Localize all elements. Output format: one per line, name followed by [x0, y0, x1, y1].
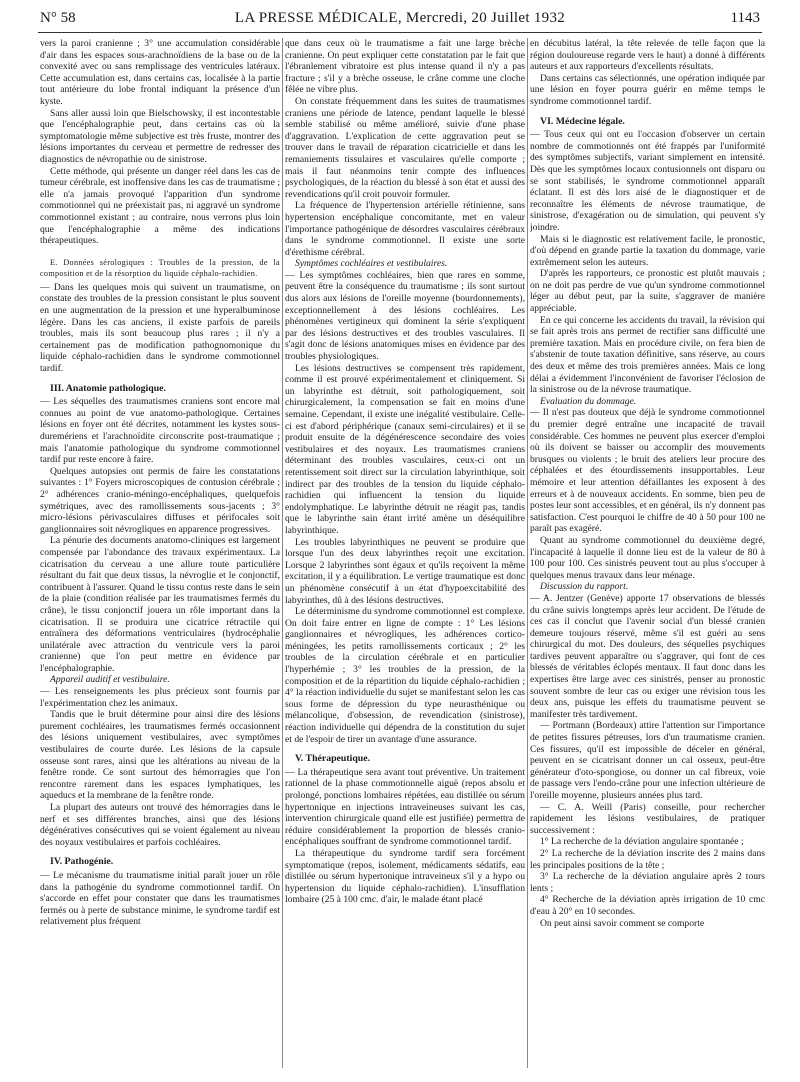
- section-heading-e: E. Données sérologiques : Troubles de la pression, de la composition et de la résorption du liquide céphalo-rachidien.: [40, 257, 280, 279]
- paragraph: — Tous ceux qui ont eu l'occasion d'observer un certain nombre de commotionnés ont été frappés par l'uniformité des symptômes subjectifs, variant simplement en intensité. Dès que les symptômes locaux contusionnels ont disparu ou se sont stabilisés, le syndrome commotionnel apparaît éclatant. Il est dès lors aisé de le diagnostiquer et de reconnaître les éléments de névrose traumatique, de sinistrose, d'exagération ou de simulation, qui peuvent s'y joindre.: [530, 129, 765, 233]
- paragraph: Les lésions destructives se compensent très rapidement, comme il est prouvé expérimentalement et cliniquement. Si un labyrinthe est détruit, soit pathologiquement, soit chirurgicalement, la compensation se fait en moins d'une semaine. Cependant, il existe une inégalité vestibulaire. Celle-ci est d'abord périphérique (canaux semi-circulaires) et il se produit ensuite de la dégénérescence secondaire des voies vestibulaires et des noyaux. Les traumatismes craniens déterminant des troubles vasculaires, ceux-ci ont un retentissement soit direct sur la circulation labyrinthique, soit indirect par des troubles de la tension du liquide céphalo-rachidien qui influencent la tension du liquide endolymphatique. Le labyrinthe détruit ne réagit pas, tandis que le labyrinthe sain étant irrité amène un déséquilibre labyrinthique.: [285, 362, 525, 536]
- page-header: [40, 10, 760, 30]
- column-divider: [527, 38, 528, 1068]
- section-heading-v: V. Thérapeutique.: [295, 753, 371, 765]
- section-heading-iii: III. Anatomie pathologique.: [50, 382, 166, 394]
- paragraph: — La thérapeutique sera avant tout préventive. Un traitement rationnel de la phase commotionnelle aiguë (repos absolu et prolongé, ponctions lombaires répétées, eau distillée ou sérum hypertonique en injections intraveineuses suivant les cas, intervention chirurgicale quand elle est justifiée) permettra de réduire considérablement la proportion de blessés cranio-encéphaliques souffrant de syndrome commotionnel tardif.: [285, 766, 525, 848]
- paragraph: La fréquence de l'hypertension artérielle rétinienne, sans hypertension encéphalique concomitante, met en valeur l'importance pathogénique de désordres vasculaires cérébraux dans le syndrome commotionnel. Il existe une sorte d'érethisme cérébral.: [285, 200, 525, 258]
- paragraph: Mais si le diagnostic est relativement facile, le pronostic, d'où dépend en grande partie la taxation du dommage, varie extrêmement selon les auteurs.: [530, 233, 765, 268]
- paragraph: — C. A. Weill (Paris) conseille, pour rechercher rapidement les lésions vestibulaires, de pratiquer successivement :: [530, 801, 765, 836]
- paragraph: — Les renseignements les plus précieux sont fournis par l'expérimentation chez les animaux.: [40, 686, 280, 709]
- column-divider: [282, 38, 283, 1068]
- paragraph: Quant au syndrome commotionnel du deuxième degré, l'incapacité à laquelle il donne lieu est de la valeur de 80 à 100 pour 100. Ces sinistrés peuvent tout au plus s'occuper à quelques menus travaux dans leur ménage.: [530, 534, 765, 581]
- paragraph: On constate fréquemment dans les suites de traumatismes craniens une période de latence, pendant laquelle le blessé semble stabilisé ou même amélioré, suivie d'une phase d'aggravation. L'explication de cette aggravation peut se trouver dans le travail de réparation cicatricielle et dans les remaniements tissulaires et vasculaires qu'elle comporte ; mais il faut néanmoins tenir compte des influences psychologiques, de la réaction du blessé à son état et aussi des revendications qu'il croit pouvoir formuler.: [285, 95, 525, 200]
- issue-number: N° 58: [40, 10, 76, 26]
- paragraph: Quelques autopsies ont permis de faire les constatations suivantes : 1° Foyers microscopiques de contusion cérébrale ; 2° adhérences cranio-méningo-encéphaliques, quelquefois symétriques, avec des ramollissements sous-jacents ; 3° micro-lésions périvasculaires diffuses et périfocales soit ganglionnaires soit névrogliques en apparence progressives.: [40, 465, 280, 535]
- subheading: Symptômes cochléaires et vestibulaires.: [295, 258, 448, 270]
- paragraph: Sans aller aussi loin que Bielschowsky, il est incontestable que l'encéphalographie peut, dans certains cas où la symptomatologie même subjective est très fruste, montrer des lésions importantes du cerveau et permettre de redresser des diagnostics de névropathie ou de sinistrose.: [40, 107, 280, 165]
- subheading: Appareil auditif et vestibulaire.: [50, 674, 170, 686]
- section-heading-iv: IV. Pathogénie.: [50, 856, 114, 868]
- paragraph: On peut ainsi savoir comment se comporte: [540, 917, 705, 929]
- page-number: 1143: [730, 10, 760, 26]
- header-rule: [38, 32, 762, 33]
- paragraph: Tandis que le bruit détermine pour ainsi dire des lésions purement cochléaires, les traumatismes fermés occasionnent des lésions uniquement vestibulaires, avec symptômes vestibulaires de courte durée. Les lésions de la capsule osseuse sont rares, ainsi que les altérations au niveau de la fenêtre ronde. Ce sont surtout des hémorragies que l'on rencontre rarement dans les espaces lymphatiques, les aqueducs et la membrane de la fenêtre ronde.: [40, 709, 280, 802]
- paragraph: — Portmann (Bordeaux) attire l'attention sur l'importance de petites fissures pétreuses, lors d'un traumatisme cranien. Ces fissures, qu'il est impossible de déceler en général, peuvent en se cicatrisant donner un cal osseux, peut-être générateur d'oto-spongiose, ou donner un cal fibreux, voie de passage vers l'endo-crâne pour une infection ultérieure de l'oreille moyenne, plusieurs années plus tard.: [530, 720, 765, 801]
- list-item: 2° La recherche de la déviation inscrite des 2 mains dans les principales positions de la tête ;: [530, 847, 765, 871]
- column-1: [40, 38, 280, 1074]
- paragraph: La plupart des auteurs ont trouvé des hémorragies dans le nerf et ses différentes branches, ainsi que des lésions dégénératives consécutives qui se voient également au niveau des noyaux vestibulaires et parfois cochléaires.: [40, 802, 280, 848]
- column-3: [530, 38, 765, 1074]
- paragraph: Le déterminisme du syndrome commotionnel est complexe. On doit faire entrer en ligne de compte : 1° Les lésions ganglionnaires et névrogliques, les adhérences cortico-méningées, les petits ramollissements corticaux ; 2° les troubles de la circulation cérébrale et en particulier l'hyperhémie ; 3° les troubles de la pression, de la composition et de la répartition du liquide céphalo-rachidien ; 4° la réaction individuelle du sujet se manifestant selon les cas sous forme de dépression du type neurasthénique ou mélancolique, d'obsession, de revendication (sinistrose), réaction individuelle qui dépendra de la constitution du sujet et de l'espoir de tirer un avantage d'une assurance.: [285, 606, 525, 745]
- paragraph: — Il n'est pas douteux que déjà le syndrome commotionnel du premier degré entraîne une incapacité de travail considérable. Ces hommes ne peuvent plus exercer d'emploi où ils doivent se baisser ou accomplir des mouvements brusques ou violents ; le bruit des ateliers leur procure des céphalées et des étourdissements insupportables. Leur mémoire et leur attention défaillantes les exposent à des erreurs et à de nouveaux accidents. En somme, bien peu de postes leur sont accessibles, et en général, ils n'y donnent pas satisfaction. C'est pourquoi le chiffre de 40 à 50 pour 100 ne paraît pas exagéré.: [530, 407, 765, 535]
- paragraph: que dans ceux où le traumatisme a fait une large brèche cranienne. On peut expliquer cette constatation par le fait que l'ébranlement vibratoire est plus intense quand il n'y a pas fracture ; s'il y a brèche osseuse, le crâne comme une cloche fêlée ne vibre plus.: [285, 38, 525, 96]
- paragraph: — Les séquelles des traumatismes craniens sont encore mal connues au point de vue anatomo-pathologique. Certaines lésions en foyer ont été décrites, notamment les kystes sous-duremériens et l'arachnoïdite circonscrite post-traumatique ; mais l'anatomie pathologique du syndrome commotionnel tardif pur reste encore à faire.: [40, 396, 280, 466]
- paragraph: En ce qui concerne les accidents du travail, la révision qui se fait après trois ans permet de rectifier sans difficulté une première taxation. Mais en procédure civile, on fera bien de s'abstenir de toute taxation définitive, sans réserve, au cours des deux et même des trois premières années. Mais ce long délai a évidemment l'inconvénient de favoriser l'éclosion de la sinistrose ou de la névrose traumatique.: [530, 314, 765, 396]
- journal-title: LA PRESSE MÉDICALE, Mercredi, 20 Juillet 1932: [234, 10, 566, 26]
- paragraph: — Le mécanisme du traumatisme initial paraît jouer un rôle dans la pathogénie du syndrome commotionnel tardif. On s'accorde en effet pour constater que dans les traumatismes fermés ou à perte de substance minime, le syndrome tardif est relativement plus fréquent: [40, 869, 280, 928]
- paragraph: — Les symptômes cochléaires, bien que rares en somme, peuvent être la conséquence du traumatisme ; ils sont surtout dus alors aux lésions de l'oreille moyenne (bourdonnements), exceptionnellement à des lésions cochléaires. Les phénomènes vertigineux qui dominent la série s'expliquent par des lésions destructives et des troubles vasculaires. Il s'agit donc de lésions anatomiques mises en évidence par des troubles physiologiques.: [285, 269, 525, 363]
- paragraph: La pénurie des documents anatomo-cliniques est largement compensée par l'abondance des travaux expérimentaux. La cicatrisation du cerveau a une allure toute particulière résultant du fait que deux tissus, la névroglie et le conjonctif, contribuent à l'assurer. Quand le tissu contus reste dans le sein de la plaie (condition réalisée par les traumatismes fermés du crâne), le tissu conjonctif jouera un rôle important dans la cicatrisation. Il se produira une cicatrice rétractile qui entraînera des déformations ventriculaires (hydrocéphalie unilatérale avec attraction du ventricule vers la paroi cranienne) que l'on peut mettre en évidence par l'encéphalographie.: [40, 535, 280, 674]
- paragraph: — Dans les quelques mois qui suivent un traumatisme, on constate des troubles de la pression consistant le plus souvent en une augmentation de la pression et une hyperalbuminose légère. Dans les cas anciens, il existe parfois de pareils troubles, mais ils sont beaucoup plus rares ; il n'y a certainement pas de modification pathognomonique du liquide céphalo-rachidien dans le syndrome commotionnel tardif.: [40, 281, 280, 375]
- column-2: [285, 38, 525, 1074]
- paragraph: Dans certains cas sélectionnés, une opération indiquée par une lésion en foyer pourra guérir en même temps le syndrome commotionnel tardif.: [530, 72, 765, 107]
- list-item: 3° La recherche de la déviation angulaire après 2 tours lents ;: [530, 871, 765, 894]
- subheading: Evaluation du dommage.: [540, 395, 637, 407]
- list-item: 4° Recherche de la déviation après irrigation de 10 cmc d'eau à 20° en 10 secondes.: [530, 894, 765, 917]
- section-heading-vi: VI. Médecine légale.: [540, 115, 625, 127]
- paragraph: en décubitus latéral, la tête relevée de telle façon que la région douloureuse regarde vers le haut) a donné à différents auteurs et aux rapporteurs d'excellents résultats.: [530, 38, 765, 73]
- paragraph: Les troubles labyrinthiques ne peuvent se produire que lorsque l'un des deux labyrinthes reçoit une excitation. Lorsque 2 labyrinthes sont égaux et qu'ils reçoivent la même excitation, il y a équilibration. Le vertige traumatique est donc un phénomène consécutif à un état d'hypoexcitabilité des labyrinthes, dû à des lésions destructives.: [285, 536, 525, 606]
- paragraph: D'après les rapporteurs, ce pronostic est plutôt mauvais ; on ne doit pas perdre de vue qu'un syndrome commotionnel léger au début peut, par la suite, s'aggraver de manière appréciable.: [530, 268, 765, 315]
- paragraph: La thérapeutique du syndrome tardif sera forcément symptomatique (repos, isolement, médicaments sédatifs, eau distillée ou sérum hypertonique intraveineux s'il y a hypo ou hypertension du liquide céphalo-rachidien). L'insufflation lombaire (25 à 100 cmc. d'air, le malade étant placé: [285, 847, 525, 906]
- paragraph: Cette méthode, qui présente un danger réel dans les cas de tumeur cérébrale, est inoffensive dans les cas de traumatisme ; elle n'a jamais provoqué l'apparition d'un syndrome commotionnel qui ne préexistait pas, ni aggravé un syndrome commotionnel existant ; au contraire, nous verrons plus loin que l'encéphalographie a même des indications thérapeutiques.: [40, 165, 280, 247]
- paragraph: vers la paroi cranienne ; 3° une accumulation considérable d'air dans les espaces sous-arachnoïdiens de la base ou de la convexité avec ou sans remplissage des ventricules latéraux. Cette accumulation est, dans certains cas, localisée à la partie tout antérieure du lobe frontal indiquant la présence d'un kyste.: [40, 38, 280, 107]
- subheading: Discussion du rapport.: [540, 581, 629, 593]
- paragraph: — A. Jentzer (Genève) apporte 17 observations de blessés du crâne suivis longtemps après leur accident. De l'étude de ces cas il conclut que l'avenir social d'un blessé cranien demeure toujours réservé, même s'il est guéri au sens chirurgical du mot. Des douleurs, des séquelles psychiques tardives peuvent apparaître ou s'aggraver, qui font de ces blessés de véritables éclopés mentaux. Il faut donc dans les expertises être large avec ces sinistrés, penser au pronostic souvent sombre de leur cas ou exiger une révision tous les deux ans, puisque les effets du traumatisme peuvent se manifester très tardivement.: [530, 592, 765, 720]
- list-item: 1° La recherche de la déviation angulaire spontanée ;: [540, 836, 744, 848]
